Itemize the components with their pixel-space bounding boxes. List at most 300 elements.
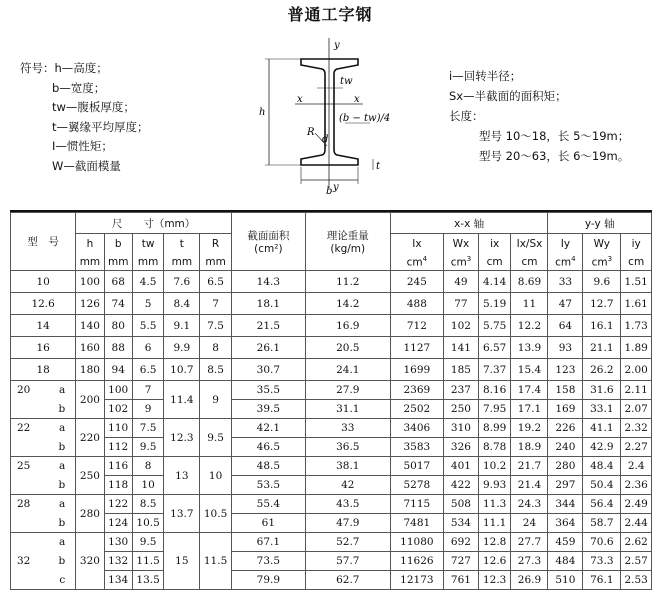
- table-cell: 12.6: [478, 552, 511, 571]
- length-legend: [449, 66, 629, 166]
- table-cell: 18: [11, 359, 76, 381]
- unit-text: mm: [171, 255, 193, 268]
- table-cell: 8.16: [478, 381, 511, 400]
- col-unit-5: [390, 253, 443, 271]
- table-cell: 5278: [390, 476, 443, 495]
- table-cell: 9.1: [164, 315, 200, 337]
- table-cell: 10.5: [132, 514, 164, 533]
- table-cell: 1.51: [621, 271, 652, 293]
- table-cell: 9.9: [164, 337, 200, 359]
- table-cell: 43.5: [305, 495, 390, 514]
- table-cell: 122: [104, 495, 132, 514]
- table-cell: 80: [104, 315, 132, 337]
- table-cell: 280: [548, 457, 583, 476]
- model-variant: [11, 460, 75, 472]
- table-cell: 64: [548, 315, 583, 337]
- model-number: 28: [17, 498, 31, 511]
- table-cell: 6.5: [132, 359, 164, 381]
- col-header-0: h: [76, 234, 104, 254]
- col-header-3: t: [164, 234, 200, 254]
- table-cell: 10.2: [478, 457, 511, 476]
- t-label: t: [376, 161, 381, 172]
- table-cell: 8: [200, 337, 232, 359]
- unit-text: cm: [406, 256, 423, 269]
- b-label: b: [326, 186, 333, 197]
- table-cell: 53.5: [231, 476, 305, 495]
- table-cell: 13.9: [511, 337, 548, 359]
- table-cell: 2.27: [621, 438, 652, 457]
- table-cell: 88: [104, 337, 132, 359]
- table-row: [11, 495, 652, 514]
- table-cell: 534: [444, 514, 479, 533]
- area-unit: (cm²): [254, 243, 283, 255]
- table-cell: 320: [76, 533, 104, 590]
- unit-text: cm: [555, 256, 572, 269]
- table-cell: 2.49: [621, 495, 652, 514]
- model-suffix: b: [58, 516, 66, 529]
- legend-line: Sx—半截面的面积矩；: [449, 89, 567, 103]
- table-cell: 42.9: [583, 438, 621, 457]
- table-cell: 2.53: [621, 571, 652, 590]
- table-cell: 10: [132, 476, 164, 495]
- table-cell: 24: [511, 514, 548, 533]
- model-suffix: a: [59, 498, 66, 511]
- table-cell: 484: [548, 552, 583, 571]
- table-cell: 240: [548, 438, 583, 457]
- area-label: 截面面积: [247, 230, 290, 242]
- table-cell: 2502: [390, 400, 443, 419]
- table-cell: 73.5: [231, 552, 305, 571]
- legend-line: 型号 10～18，长 5～19m；: [479, 129, 630, 143]
- table-cell: 11.5: [200, 533, 232, 590]
- table-cell: 7.95: [478, 400, 511, 419]
- col-unit-2: [132, 253, 164, 271]
- model-number: 25: [17, 460, 31, 473]
- table-cell: 1699: [390, 359, 443, 381]
- table-cell: 12.6: [11, 293, 76, 315]
- table-cell: 8.78: [478, 438, 511, 457]
- table-cell: 100: [104, 381, 132, 400]
- unit-exponent: 3: [607, 254, 613, 263]
- table-row: [11, 315, 652, 337]
- table-cell: 5017: [390, 457, 443, 476]
- table-cell: 6.57: [478, 337, 511, 359]
- table-cell: 1.61: [621, 293, 652, 315]
- model-variant: [11, 536, 75, 548]
- table-cell: 68: [104, 271, 132, 293]
- x-axis-label-right: x: [354, 94, 360, 105]
- table-cell: 130: [104, 533, 132, 552]
- table-cell: 7: [132, 381, 164, 400]
- table-cell: 33: [548, 271, 583, 293]
- table-cell: 10: [11, 271, 76, 293]
- table-cell: 17.4: [511, 381, 548, 400]
- table-row: [11, 533, 652, 552]
- y-axis-label-bottom: y: [333, 182, 339, 193]
- table-cell: 123: [548, 359, 583, 381]
- table-cell: 160: [76, 337, 104, 359]
- table-row: [11, 438, 652, 457]
- model-cell: [11, 495, 76, 514]
- table-cell: 3583: [390, 438, 443, 457]
- col-unit-7: [478, 253, 511, 271]
- table-cell: 364: [548, 514, 583, 533]
- d-label: d: [322, 134, 329, 145]
- table-cell: 12.3: [478, 571, 511, 590]
- table-cell: 41.1: [583, 419, 621, 438]
- legend-line: I—惯性矩；: [52, 139, 113, 153]
- table-cell: 57.7: [305, 552, 390, 571]
- table-cell: 49: [444, 271, 479, 293]
- tw-label: tw: [340, 76, 353, 87]
- table-cell: 134: [104, 571, 132, 590]
- table-cell: 56.4: [583, 495, 621, 514]
- table-cell: 8.69: [511, 271, 548, 293]
- table-cell: 2.32: [621, 419, 652, 438]
- table-cell: 21.4: [511, 476, 548, 495]
- table-cell: 42.1: [231, 419, 305, 438]
- table-cell: 237: [444, 381, 479, 400]
- col-yy-axis: y-y 轴: [548, 213, 652, 234]
- legend-line: b—宽度；: [52, 80, 106, 95]
- table-row: [11, 419, 652, 438]
- col-header-2: tw: [132, 234, 164, 254]
- table-cell: 15: [164, 533, 200, 590]
- table-cell: 18.1: [231, 293, 305, 315]
- unit-text: cm: [521, 255, 538, 268]
- model-cell: [11, 438, 76, 457]
- table-cell: 126: [76, 293, 104, 315]
- model-variant: [11, 517, 75, 529]
- table-cell: 7.6: [164, 271, 200, 293]
- table-cell: 67.1: [231, 533, 305, 552]
- table-cell: 48.5: [231, 457, 305, 476]
- table-cell: 7.5: [132, 419, 164, 438]
- y-axis-label-top: y: [334, 40, 340, 51]
- table-cell: 15.4: [511, 359, 548, 381]
- model-suffix: b: [58, 402, 66, 415]
- table-cell: 2.44: [621, 514, 652, 533]
- table-cell: 11.3: [478, 495, 511, 514]
- table-cell: 110: [104, 419, 132, 438]
- table-cell: 11.1: [478, 514, 511, 533]
- legend-line: t—翼缘平均厚度；: [52, 119, 149, 134]
- col-unit-4: [200, 253, 232, 271]
- table-cell: 13: [164, 457, 200, 495]
- table-row: [11, 571, 652, 590]
- table-cell: 18.9: [511, 438, 548, 457]
- unit-exponent: 3: [466, 254, 472, 263]
- model-cell: [11, 571, 76, 590]
- table-cell: 1.89: [621, 337, 652, 359]
- model-variant: [11, 422, 75, 434]
- model-cell: [11, 419, 76, 438]
- table-cell: 100: [76, 271, 104, 293]
- model-variant: [11, 403, 75, 415]
- table-cell: 94: [104, 359, 132, 381]
- table-cell: 124: [104, 514, 132, 533]
- i-beam-outline: [301, 59, 358, 165]
- table-cell: 1127: [390, 337, 443, 359]
- col-dims: 尺 寸（mm）: [76, 213, 232, 234]
- table-row: [11, 337, 652, 359]
- col-header-6: Wx: [444, 234, 479, 254]
- table-cell: 116: [104, 457, 132, 476]
- table-cell: 297: [548, 476, 583, 495]
- table-cell: 12.3: [164, 419, 200, 457]
- table-cell: 12173: [390, 571, 443, 590]
- table-cell: 13.5: [132, 571, 164, 590]
- model-variant: [11, 555, 75, 567]
- table-cell: 9: [200, 381, 232, 419]
- table-cell: 10.7: [164, 359, 200, 381]
- table-cell: 102: [104, 400, 132, 419]
- table-cell: 20.5: [305, 337, 390, 359]
- table-cell: 55.4: [231, 495, 305, 514]
- r-label: R: [307, 127, 315, 138]
- table-cell: 2.62: [621, 533, 652, 552]
- table-cell: 8.4: [164, 293, 200, 315]
- table-cell: 46.5: [231, 438, 305, 457]
- table-cell: 35.5: [231, 381, 305, 400]
- model-cell: [11, 457, 76, 476]
- table-row: [11, 476, 652, 495]
- table-cell: 2.07: [621, 400, 652, 419]
- table-cell: 17.1: [511, 400, 548, 419]
- table-row: [11, 293, 652, 315]
- model-cell: [11, 514, 76, 533]
- table-cell: 77: [444, 293, 479, 315]
- table-cell: 42: [305, 476, 390, 495]
- table-cell: 27.3: [511, 552, 548, 571]
- table-cell: 727: [444, 552, 479, 571]
- table-cell: 13.7: [164, 495, 200, 533]
- unit-text: mm: [137, 255, 159, 268]
- col-unit-8: [511, 253, 548, 271]
- table-cell: 488: [390, 293, 443, 315]
- table-row: [11, 457, 652, 476]
- table-cell: 31.1: [305, 400, 390, 419]
- model-variant: [11, 384, 75, 396]
- model-variant: [11, 479, 75, 491]
- col-model: 型 号: [11, 213, 76, 271]
- unit-text: cm: [450, 256, 467, 269]
- table-cell: 16: [11, 337, 76, 359]
- table-cell: 8.99: [478, 419, 511, 438]
- model-cell: [11, 552, 76, 571]
- model-number: 32: [17, 555, 31, 567]
- table-cell: 140: [76, 315, 104, 337]
- table-cell: 11.5: [132, 552, 164, 571]
- table-cell: 2.11: [621, 381, 652, 400]
- legend-line: W—截面模量: [52, 158, 121, 173]
- table-cell: 180: [76, 359, 104, 381]
- table-cell: 61: [231, 514, 305, 533]
- table-cell: 8: [132, 457, 164, 476]
- col-header-11: iy: [621, 234, 652, 254]
- table-cell: 8.5: [200, 359, 232, 381]
- model-cell: [11, 476, 76, 495]
- table-cell: 47.9: [305, 514, 390, 533]
- table-cell: 27.9: [305, 381, 390, 400]
- slope-label: (b − tw)/4: [339, 113, 391, 124]
- table-cell: 33: [305, 419, 390, 438]
- col-header-8: Ix/Sx: [511, 234, 548, 254]
- table-cell: 226: [548, 419, 583, 438]
- table-cell: 9: [132, 400, 164, 419]
- model-suffix: a: [59, 422, 66, 435]
- table-row: [11, 381, 652, 400]
- table-cell: 58.7: [583, 514, 621, 533]
- table-cell: 5: [132, 293, 164, 315]
- col-unit-9: [548, 253, 583, 271]
- legend-line: i—回转半径；: [449, 69, 522, 83]
- table-cell: 6.5: [200, 271, 232, 293]
- table-cell: 11.2: [305, 271, 390, 293]
- model-cell: [11, 400, 76, 419]
- table-cell: 36.5: [305, 438, 390, 457]
- table-cell: 11.4: [164, 381, 200, 419]
- table-cell: 12.8: [478, 533, 511, 552]
- col-header-10: Wy: [583, 234, 621, 254]
- page-title: 普通工字钢: [287, 5, 373, 24]
- table-cell: 118: [104, 476, 132, 495]
- table-cell: 93: [548, 337, 583, 359]
- legend-line: 型号 20～63，长 6～19m。: [479, 149, 630, 163]
- table-cell: 9.5: [200, 419, 232, 457]
- table-cell: 169: [548, 400, 583, 419]
- table-cell: 280: [76, 495, 104, 533]
- table-cell: 16.9: [305, 315, 390, 337]
- table-cell: 48.4: [583, 457, 621, 476]
- col-header-9: Iy: [548, 234, 583, 254]
- table-cell: 7.37: [478, 359, 511, 381]
- model-number: 22: [17, 422, 31, 435]
- table-cell: 2.00: [621, 359, 652, 381]
- table-cell: 12.7: [583, 293, 621, 315]
- table-cell: 14: [11, 315, 76, 337]
- table-cell: 11626: [390, 552, 443, 571]
- unit-exponent: 4: [571, 254, 576, 263]
- table-cell: 19.2: [511, 419, 548, 438]
- table-cell: 250: [444, 400, 479, 419]
- legend-line: 符号：h—高度；: [20, 61, 108, 75]
- legend-line: tw—腹板厚度；: [52, 100, 135, 114]
- table-cell: 310: [444, 419, 479, 438]
- table-cell: 50.4: [583, 476, 621, 495]
- table-cell: 7: [200, 293, 232, 315]
- table-cell: 76.1: [583, 571, 621, 590]
- col-unit-11: [621, 253, 652, 271]
- model-cell: [11, 381, 76, 400]
- table-cell: 21.7: [511, 457, 548, 476]
- table-cell: 712: [390, 315, 443, 337]
- table-cell: 220: [76, 419, 104, 457]
- col-xx-axis: x-x 轴: [390, 213, 548, 234]
- table-cell: 7481: [390, 514, 443, 533]
- table-cell: 24.1: [305, 359, 390, 381]
- steel-spec-table: [10, 212, 652, 590]
- model-suffix: a: [59, 460, 66, 473]
- table-cell: 5.75: [478, 315, 511, 337]
- table-cell: 27.7: [511, 533, 548, 552]
- table-cell: 11: [511, 293, 548, 315]
- table-cell: 6: [132, 337, 164, 359]
- table-cell: 102: [444, 315, 479, 337]
- table-cell: 2.36: [621, 476, 652, 495]
- table-cell: 7.5: [200, 315, 232, 337]
- unit-text: cm: [486, 255, 503, 268]
- table-cell: 5.5: [132, 315, 164, 337]
- table-cell: 4.14: [478, 271, 511, 293]
- table-cell: 26.2: [583, 359, 621, 381]
- table-cell: 62.7: [305, 571, 390, 590]
- table-cell: 47: [548, 293, 583, 315]
- table-cell: 10.5: [200, 495, 232, 533]
- model-number: 20: [17, 384, 31, 397]
- i-beam-section-diagram: [255, 38, 405, 198]
- table-cell: 31.6: [583, 381, 621, 400]
- table-row: [11, 514, 652, 533]
- table-cell: 459: [548, 533, 583, 552]
- table-cell: 9.5: [132, 438, 164, 457]
- col-area: [231, 213, 305, 271]
- unit-text: mm: [107, 255, 129, 268]
- table-cell: 26.1: [231, 337, 305, 359]
- table-cell: 38.1: [305, 457, 390, 476]
- weight-unit: (kg/m): [330, 243, 366, 255]
- model-cell: [11, 533, 76, 552]
- table-cell: 9.5: [132, 533, 164, 552]
- model-variant: [11, 574, 75, 586]
- symbol-legend: [20, 59, 149, 176]
- table-cell: 4.5: [132, 271, 164, 293]
- table-cell: 24.3: [511, 495, 548, 514]
- table-cell: 2369: [390, 381, 443, 400]
- weight-label: 理论重量: [326, 230, 369, 242]
- unit-text: cm: [591, 256, 608, 269]
- col-header-7: ix: [478, 234, 511, 254]
- table-row: [11, 400, 652, 419]
- table-cell: 73.3: [583, 552, 621, 571]
- table-cell: 2.4: [621, 457, 652, 476]
- table-cell: 52.7: [305, 533, 390, 552]
- table-cell: 10: [200, 457, 232, 495]
- table-cell: 344: [548, 495, 583, 514]
- table-cell: 16.1: [583, 315, 621, 337]
- table-cell: 7115: [390, 495, 443, 514]
- table-cell: 141: [444, 337, 479, 359]
- table-cell: 132: [104, 552, 132, 571]
- col-weight: [305, 213, 390, 271]
- table-cell: 14.2: [305, 293, 390, 315]
- x-axis-label-left: x: [297, 94, 303, 105]
- table-cell: 21.5: [231, 315, 305, 337]
- model-suffix: a: [59, 384, 66, 397]
- table-cell: 5.19: [478, 293, 511, 315]
- unit-exponent: 4: [422, 254, 428, 263]
- table-cell: 401: [444, 457, 479, 476]
- table-cell: 33.1: [583, 400, 621, 419]
- table-cell: 26.9: [511, 571, 548, 590]
- table-cell: 9.6: [583, 271, 621, 293]
- table-row: [11, 271, 652, 293]
- unit-text: cm: [628, 255, 645, 268]
- table-cell: 14.3: [231, 271, 305, 293]
- table-cell: 74: [104, 293, 132, 315]
- table-cell: 3406: [390, 419, 443, 438]
- table-cell: 8.5: [132, 495, 164, 514]
